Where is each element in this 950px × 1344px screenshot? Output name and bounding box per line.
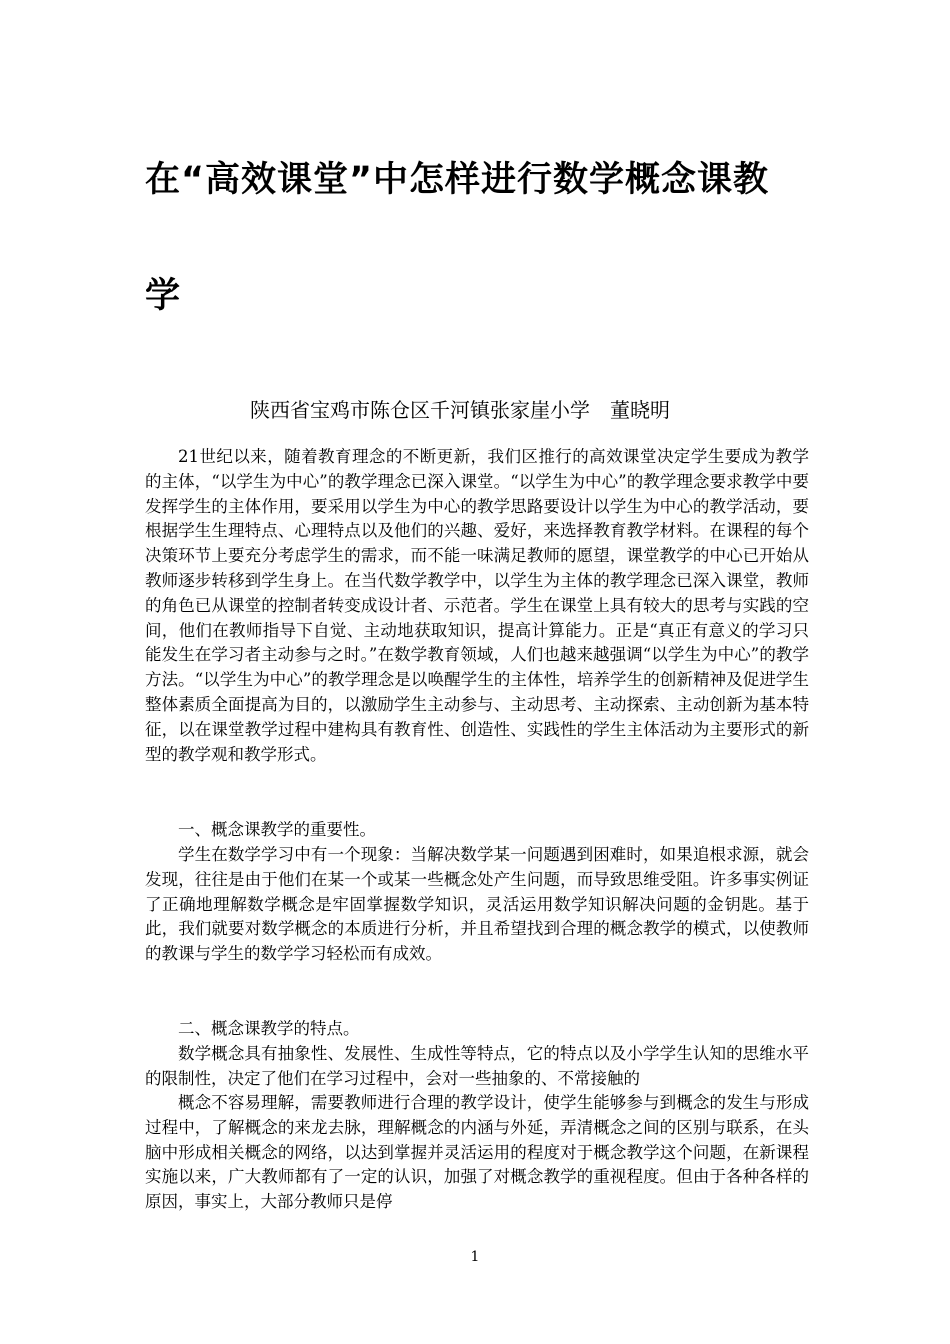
page-number: 1	[470, 1249, 480, 1265]
paragraph-characteristics: 数学概念具有抽象性、发展性、生成性等特点，它的特点以及小学学生认知的思维水平的限制性，决定了他们在学习过程中，会对一些抽象的、不常接触的	[145, 1044, 809, 1088]
paragraph-characteristics-continued: 概念不容易理解，需要教师进行合理的教学设计，使学生能够参与到概念的发生与形成过程中，了解概念的来龙去脉，理解概念的内涵与外延，弄清概念之间的区别与联系，在头脑中形成相关概念的网络，以达到掌握并灵活运用的程度对于概念教学这个问题，在新课程实施以来，广大教师都有了一定的认识，加强了对概念教学的重视程度。但由于各种各样的原因，事实上，大部分教师只是停	[145, 1093, 809, 1212]
paragraph-importance: 学生在数学学习中有一个现象：当解决数学某一问题遇到困难时，如果追根求源，就会发现，往往是由于他们在某一个或某一些概念处产生问题，而导致思维受阻。许多事实例证了正确地理解数学概念是牢固掌握数学知识，灵活运用数学知识解决问题的金钥匙。基于此，我们就要对数学概念的本质进行分析，并且希望找到合理的概念教学的模式，以使教师的教课与学生的数学学习轻松而有成效。	[145, 845, 809, 964]
document-title-line-1: 在“高效课堂”中怎样进行数学概念课教	[145, 160, 770, 200]
section-heading-importance: 一、概念课教学的重要性。	[178, 820, 376, 839]
section-heading-characteristics: 二、概念课教学的特点。	[178, 1019, 360, 1038]
paragraph-intro: 21世纪以来，随着教育理念的不断更新，我们区推行的高效课堂决定学生要成为教学的主体，“以学生为中心”的教学理念已深入课堂。“以学生为中心”的教学理念要求教学中要发挥学生的主体作用，要采用以学生为中心的教学思路要设计以学生为中心的教学活动，要根据学生生理特点、心理特点以及他们的兴趣、爱好，来选择教育教学材料。在课程的每个决策环节上要充分考虑学生的需求，而不能一味满足教师的愿望，课堂教学的中心已开始从教师逐步转移到学生身上。在当代数学教学中，以学生为主体的教学理念已深入课堂，教师的角色已从课堂的控制者转变成设计者、示范者。学生在课堂上具有较大的思考与实践的空间，他们在教师指导下自觉、主动地获取知识，提高计算能力。正是“真正有意义的学习只能发生在学习者主动参与之时。”在数学教育领域，人们也越来越强调“以学生为中心”的教学方法。“以学生为中心”的教学理念是以唤醒学生的主体性，培养学生的创新精神及促进学生整体素质全面提高为目的，以激励学生主动参与、主动思考、主动探索、主动创新为基本特征，以在课堂教学过程中建构具有教育性、创造性、实践性的学生主体活动为主要形式的新型的教学观和教学形式。	[145, 447, 809, 764]
author-byline: 陕西省宝鸡市陈仓区千河镇张家崖小学 董晓明	[250, 398, 670, 422]
document-title-line-2: 学	[145, 276, 181, 316]
